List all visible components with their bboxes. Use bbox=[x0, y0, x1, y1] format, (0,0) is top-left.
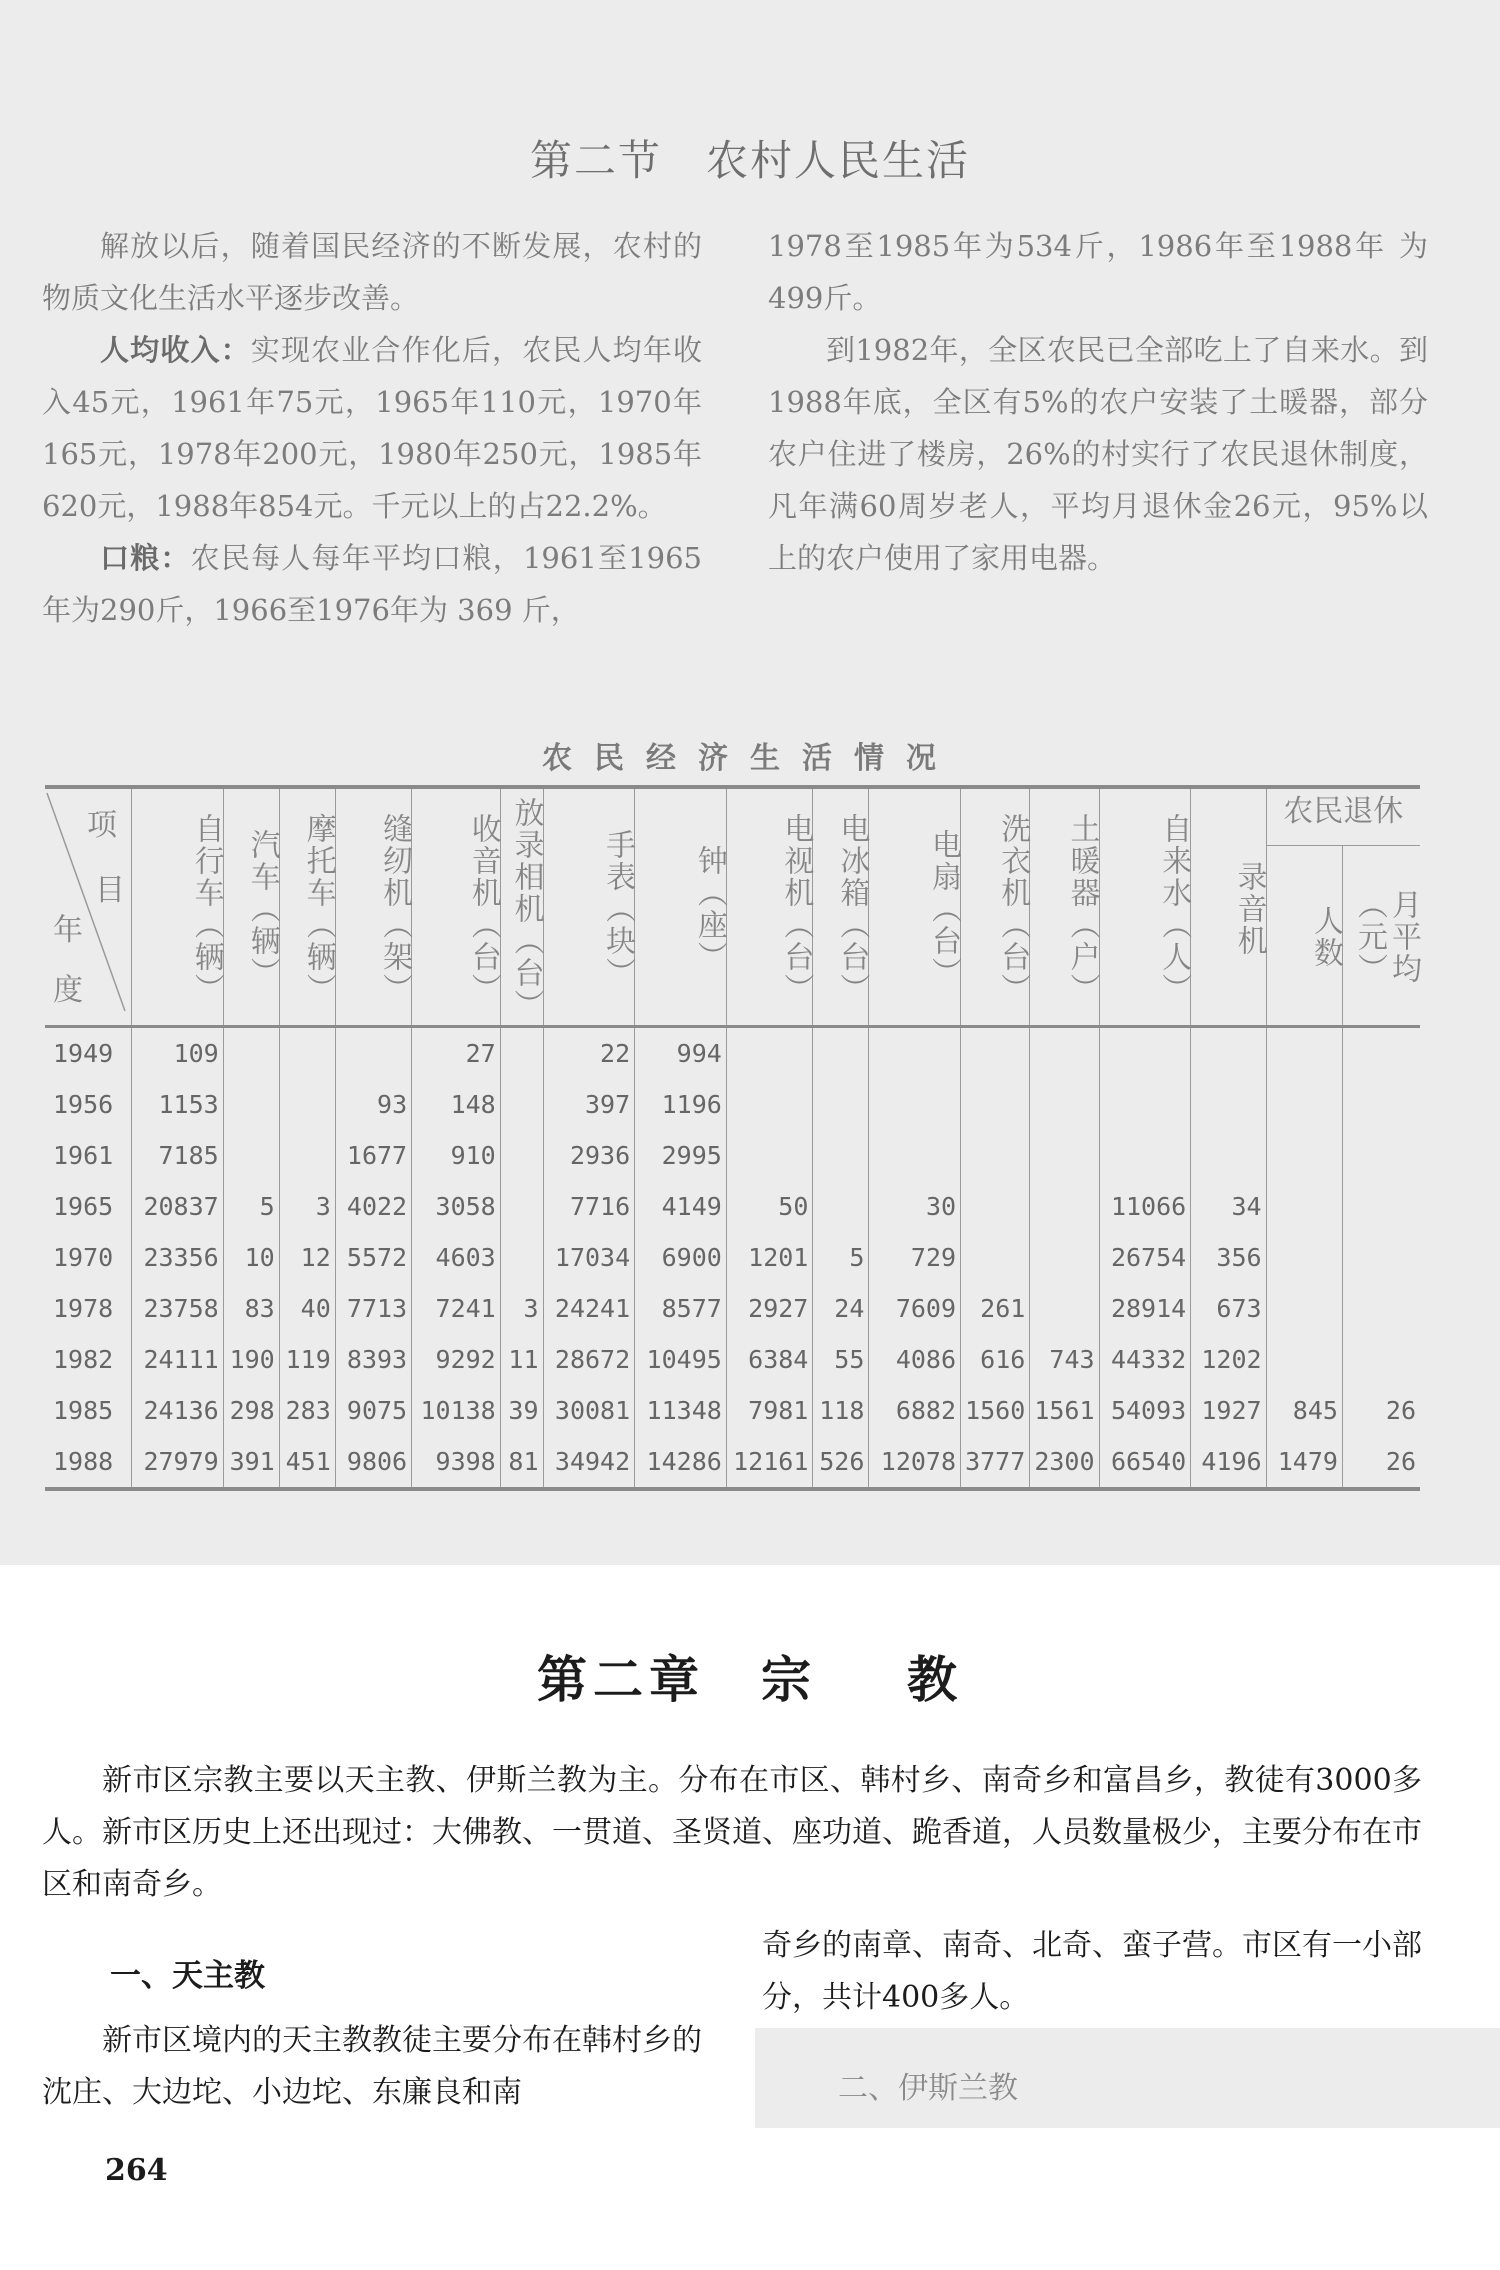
paragraph: 1978至1985年为534斤，1986年至1988年 为499斤。 bbox=[768, 229, 1428, 315]
table-cell bbox=[726, 1130, 813, 1181]
table-cell: 3777 bbox=[961, 1436, 1030, 1489]
paragraph: 到1982年，全区农民已全部吃上了自来水。到1988年底，全区有5%的农户安装了土暖器，部分农户住进了楼房，26%的村实行了农民退休制度，凡年满60周岁老人，平均月退休金26元，95%以上的农户使用了家用电器。 bbox=[768, 333, 1428, 575]
column-header: 电视机（台） bbox=[726, 787, 813, 1027]
table-cell: 54093 bbox=[1099, 1385, 1191, 1436]
catholic-paragraph: 新市区境内的天主教教徒主要分布在韩村乡的沈庄、大边坨、小边坨、东廉良和南 bbox=[42, 2023, 702, 2110]
table-cell bbox=[1266, 1130, 1342, 1181]
table-cell: 12 bbox=[279, 1232, 335, 1283]
table-title: 农民经济生活情况 bbox=[542, 741, 958, 776]
table-cell bbox=[726, 1027, 813, 1080]
table-cell: 994 bbox=[635, 1027, 727, 1080]
corner-du-label: 度 bbox=[53, 973, 83, 1008]
table-cell: 9398 bbox=[412, 1436, 501, 1489]
table-cell: 1153 bbox=[132, 1079, 224, 1130]
paragraph-label: 口粮： bbox=[100, 541, 191, 575]
table-cell bbox=[1342, 1027, 1420, 1080]
table-cell: 23356 bbox=[132, 1232, 224, 1283]
table-cell: 1479 bbox=[1266, 1436, 1342, 1489]
table-cell: 27 bbox=[412, 1027, 501, 1080]
right-text-column bbox=[768, 220, 1428, 584]
table-cell: 9075 bbox=[335, 1385, 411, 1436]
table-cell: 8577 bbox=[635, 1283, 727, 1334]
table-cell: 4603 bbox=[412, 1232, 501, 1283]
table-row bbox=[45, 1283, 1420, 1334]
table-cell: 28672 bbox=[543, 1334, 635, 1385]
table-cell: 391 bbox=[223, 1436, 279, 1489]
table-cell: 2927 bbox=[726, 1283, 813, 1334]
table-cell: 30081 bbox=[543, 1385, 635, 1436]
table-cell bbox=[1030, 1079, 1099, 1130]
table-cell bbox=[500, 1181, 543, 1232]
table-cell bbox=[961, 1027, 1030, 1080]
table-cell: 6900 bbox=[635, 1232, 727, 1283]
table-cell: 11066 bbox=[1099, 1181, 1191, 1232]
table-cell: 24136 bbox=[132, 1385, 224, 1436]
table-cell bbox=[813, 1130, 869, 1181]
group-header-retirement: 农民退休 bbox=[1266, 787, 1420, 845]
table-cell bbox=[1030, 1181, 1099, 1232]
table-row bbox=[45, 1130, 1420, 1181]
table-corner-header bbox=[45, 787, 132, 1027]
column-header: 手表（块） bbox=[543, 787, 635, 1027]
table-cell bbox=[500, 1079, 543, 1130]
table-cell bbox=[1266, 1232, 1342, 1283]
table-cell: 3058 bbox=[412, 1181, 501, 1232]
column-header: 收音机（台） bbox=[412, 787, 501, 1027]
table-cell: 148 bbox=[412, 1079, 501, 1130]
corner-item-label: 项 bbox=[87, 808, 117, 843]
table-cell: 9292 bbox=[412, 1334, 501, 1385]
page-number: 264 bbox=[105, 2153, 168, 2188]
table-cell: 397 bbox=[543, 1079, 635, 1130]
corner-year-label: 年 bbox=[53, 913, 83, 948]
table-cell: 5 bbox=[223, 1181, 279, 1232]
row-year: 1961 bbox=[53, 1141, 114, 1170]
table-cell: 2995 bbox=[635, 1130, 727, 1181]
table-row bbox=[45, 1436, 1420, 1489]
table-cell bbox=[500, 1027, 543, 1080]
row-year: 1970 bbox=[53, 1243, 114, 1272]
table-cell bbox=[279, 1079, 335, 1130]
table-cell: 729 bbox=[869, 1232, 961, 1283]
left-text-column bbox=[42, 220, 702, 636]
table-cell bbox=[869, 1027, 961, 1080]
table-cell: 4022 bbox=[335, 1181, 411, 1232]
table-cell: 1561 bbox=[1030, 1385, 1099, 1436]
chapter-intro: 新市区宗教主要以天主教、伊斯兰教为主。分布在市区、韩村乡、南奇乡和富昌乡，教徒有3000多人。新市区历史上还出现过：大佛教、一贯道、圣贤道、座功道、跪香道，人员数量极少，主要分布在市区和南奇乡。 bbox=[42, 1763, 1422, 1902]
table-cell: 9806 bbox=[335, 1436, 411, 1489]
table-cell: 3 bbox=[279, 1181, 335, 1232]
table-cell: 17034 bbox=[543, 1232, 635, 1283]
table-cell: 40 bbox=[279, 1283, 335, 1334]
column-header: 录音机 bbox=[1191, 787, 1266, 1027]
table-cell: 7609 bbox=[869, 1283, 961, 1334]
table-cell bbox=[279, 1130, 335, 1181]
table-row bbox=[45, 1334, 1420, 1385]
table-cell: 298 bbox=[223, 1385, 279, 1436]
table-cell bbox=[1191, 1027, 1266, 1080]
table-cell bbox=[961, 1181, 1030, 1232]
table-cell bbox=[223, 1079, 279, 1130]
table-cell: 1677 bbox=[335, 1130, 411, 1181]
table-cell bbox=[813, 1027, 869, 1080]
table-cell bbox=[1030, 1232, 1099, 1283]
table-cell: 261 bbox=[961, 1283, 1030, 1334]
chapter-title: 第二章 宗 教 bbox=[537, 1650, 963, 1709]
table-cell bbox=[1342, 1283, 1420, 1334]
column-header: 钟（座） bbox=[635, 787, 727, 1027]
column-header: 自来水（人） bbox=[1099, 787, 1191, 1027]
table-cell: 7716 bbox=[543, 1181, 635, 1232]
table-cell: 526 bbox=[813, 1436, 869, 1489]
column-header: 电扇（台） bbox=[869, 787, 961, 1027]
table-cell: 83 bbox=[223, 1283, 279, 1334]
table-cell: 7713 bbox=[335, 1283, 411, 1334]
table-cell: 1202 bbox=[1191, 1334, 1266, 1385]
table-cell: 3 bbox=[500, 1283, 543, 1334]
table-cell bbox=[961, 1232, 1030, 1283]
table-cell: 20837 bbox=[132, 1181, 224, 1232]
islam-heading: 二、伊斯兰教 bbox=[838, 2071, 1018, 2106]
table-row bbox=[45, 1181, 1420, 1232]
column-header: 摩托车（辆） bbox=[279, 787, 335, 1027]
table-cell: 24111 bbox=[132, 1334, 224, 1385]
table-cell bbox=[961, 1130, 1030, 1181]
column-header: 汽车（辆） bbox=[223, 787, 279, 1027]
table-row bbox=[45, 1079, 1420, 1130]
table-cell: 22 bbox=[543, 1027, 635, 1080]
table-cell bbox=[279, 1027, 335, 1080]
table-cell: 1196 bbox=[635, 1079, 727, 1130]
table-cell bbox=[1266, 1283, 1342, 1334]
table-cell: 27979 bbox=[132, 1436, 224, 1489]
table-cell bbox=[1266, 1334, 1342, 1385]
table-cell bbox=[813, 1079, 869, 1130]
table-cell: 2936 bbox=[543, 1130, 635, 1181]
table-cell: 616 bbox=[961, 1334, 1030, 1385]
table-cell bbox=[1099, 1079, 1191, 1130]
table-cell: 28914 bbox=[1099, 1283, 1191, 1334]
table-cell: 50 bbox=[726, 1181, 813, 1232]
table-cell bbox=[1266, 1079, 1342, 1130]
table-cell bbox=[1266, 1181, 1342, 1232]
table-cell: 26 bbox=[1342, 1436, 1420, 1489]
table-row bbox=[45, 1385, 1420, 1436]
table-cell: 6384 bbox=[726, 1334, 813, 1385]
paragraph-label: 人均收入： bbox=[100, 333, 251, 367]
table-cell: 118 bbox=[813, 1385, 869, 1436]
table-cell: 55 bbox=[813, 1334, 869, 1385]
paragraph: 解放以后，随着国民经济的不断发展，农村的物质文化生活水平逐步改善。 bbox=[42, 229, 702, 315]
table-cell: 743 bbox=[1030, 1334, 1099, 1385]
table-cell: 44332 bbox=[1099, 1334, 1191, 1385]
row-year: 1985 bbox=[53, 1396, 114, 1425]
table-cell bbox=[1030, 1027, 1099, 1080]
table-cell: 11348 bbox=[635, 1385, 727, 1436]
table-cell: 26754 bbox=[1099, 1232, 1191, 1283]
table-cell: 4196 bbox=[1191, 1436, 1266, 1489]
sub-column-header: 人数 bbox=[1266, 845, 1342, 1026]
table-cell: 8393 bbox=[335, 1334, 411, 1385]
table-cell: 451 bbox=[279, 1436, 335, 1489]
table-cell: 10138 bbox=[412, 1385, 501, 1436]
column-header: 土暖器（户） bbox=[1030, 787, 1099, 1027]
table-cell: 24241 bbox=[543, 1283, 635, 1334]
table-cell bbox=[1030, 1283, 1099, 1334]
table-cell: 4149 bbox=[635, 1181, 727, 1232]
paragraph: 人均收入：实现农业合作化后，农民人均年收入45元，1961年75元，1965年110元，1970年165元，1978年200元，1980年250元，1985年620元，1988年854元。千元以上的占22.2%。 bbox=[42, 333, 702, 523]
table-cell: 30 bbox=[869, 1181, 961, 1232]
table-cell bbox=[1342, 1079, 1420, 1130]
catholic-heading: 一、天主教 bbox=[110, 1958, 265, 1994]
table-cell: 7185 bbox=[132, 1130, 224, 1181]
table-cell: 4086 bbox=[869, 1334, 961, 1385]
row-year: 1978 bbox=[53, 1294, 114, 1323]
table-cell: 1201 bbox=[726, 1232, 813, 1283]
table-cell: 7241 bbox=[412, 1283, 501, 1334]
table-cell: 14286 bbox=[635, 1436, 727, 1489]
section-title: 第二节 农村人民生活 bbox=[529, 136, 970, 185]
table-cell bbox=[813, 1181, 869, 1232]
table-cell bbox=[223, 1130, 279, 1181]
row-year: 1988 bbox=[45, 1436, 132, 1489]
table-cell: 910 bbox=[412, 1130, 501, 1181]
table-cell bbox=[1191, 1130, 1266, 1181]
table-cell: 673 bbox=[1191, 1283, 1266, 1334]
table-cell: 81 bbox=[500, 1436, 543, 1489]
table-cell: 356 bbox=[1191, 1232, 1266, 1283]
corner-mu-label: 目 bbox=[95, 873, 125, 908]
table-cell: 119 bbox=[279, 1334, 335, 1385]
table-cell bbox=[223, 1027, 279, 1080]
table-cell bbox=[1099, 1027, 1191, 1080]
table-cell: 10495 bbox=[635, 1334, 727, 1385]
table-row bbox=[45, 1027, 1420, 1080]
table-cell: 190 bbox=[223, 1334, 279, 1385]
column-header: 电冰箱（台） bbox=[813, 787, 869, 1027]
table-cell bbox=[335, 1027, 411, 1080]
column-header: 自行车（辆） bbox=[132, 787, 224, 1027]
table-cell bbox=[1342, 1232, 1420, 1283]
table-cell bbox=[500, 1232, 543, 1283]
table-row bbox=[45, 1232, 1420, 1283]
farmer-living-table bbox=[45, 785, 1420, 1491]
table-cell: 2300 bbox=[1030, 1436, 1099, 1489]
table-cell bbox=[1191, 1079, 1266, 1130]
paragraph: 口粮：农民每人每年平均口粮，1961至1965年为290斤，1966至1976年为 369 斤， bbox=[42, 541, 702, 627]
table-cell bbox=[1342, 1181, 1420, 1232]
row-year: 1956 bbox=[53, 1090, 114, 1119]
table-cell: 34 bbox=[1191, 1181, 1266, 1232]
table-cell bbox=[869, 1130, 961, 1181]
table-cell: 26 bbox=[1342, 1385, 1420, 1436]
table-cell: 12161 bbox=[726, 1436, 813, 1489]
column-header: 放录相机（台） bbox=[500, 787, 543, 1027]
table-cell: 1560 bbox=[961, 1385, 1030, 1436]
table-cell: 11 bbox=[500, 1334, 543, 1385]
table-cell: 23758 bbox=[132, 1283, 224, 1334]
table-cell: 283 bbox=[279, 1385, 335, 1436]
table-cell bbox=[1342, 1130, 1420, 1181]
table-cell: 109 bbox=[132, 1027, 224, 1080]
table-cell: 6882 bbox=[869, 1385, 961, 1436]
table-cell: 7981 bbox=[726, 1385, 813, 1436]
sub-column-header: 月平均（元） bbox=[1342, 845, 1420, 1026]
table-cell: 39 bbox=[500, 1385, 543, 1436]
row-year: 1965 bbox=[53, 1192, 114, 1221]
catholic-paragraph-cont: 奇乡的南章、南奇、北奇、蛮子营。市区有一小部分，共计400多人。 bbox=[762, 1928, 1422, 2015]
table-cell: 10 bbox=[223, 1232, 279, 1283]
table-cell: 5 bbox=[813, 1232, 869, 1283]
row-year: 1982 bbox=[53, 1345, 114, 1374]
table-cell bbox=[1266, 1027, 1342, 1080]
table-cell: 845 bbox=[1266, 1385, 1342, 1436]
table-cell bbox=[1099, 1130, 1191, 1181]
column-header: 缝纫机（架） bbox=[335, 787, 411, 1027]
table-cell bbox=[1030, 1130, 1099, 1181]
table-cell: 66540 bbox=[1099, 1436, 1191, 1489]
table-cell bbox=[869, 1079, 961, 1130]
table-cell: 24 bbox=[813, 1283, 869, 1334]
row-year: 1949 bbox=[53, 1039, 114, 1068]
table-cell bbox=[1342, 1334, 1420, 1385]
table-cell: 34942 bbox=[543, 1436, 635, 1489]
table-cell: 5572 bbox=[335, 1232, 411, 1283]
table-cell: 1927 bbox=[1191, 1385, 1266, 1436]
column-header: 洗衣机（台） bbox=[961, 787, 1030, 1027]
table-cell bbox=[500, 1130, 543, 1181]
table-cell bbox=[961, 1079, 1030, 1130]
table-cell: 93 bbox=[335, 1079, 411, 1130]
table-cell bbox=[726, 1079, 813, 1130]
table-cell: 12078 bbox=[869, 1436, 961, 1489]
